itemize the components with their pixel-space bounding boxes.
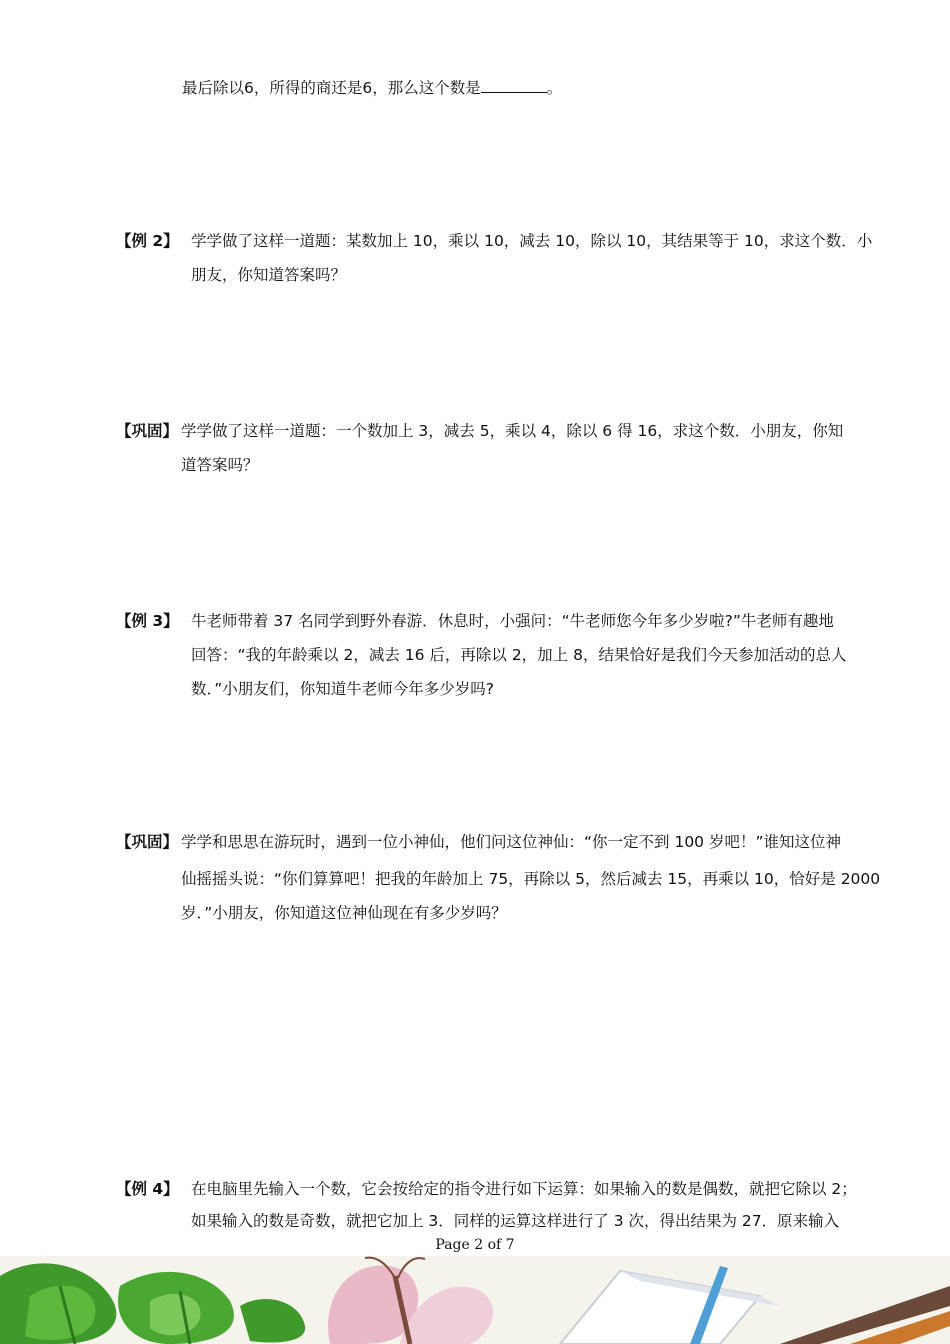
practice-1-line-2: 道答案吗？: [181, 456, 259, 474]
practice-2-line-1: 学学和思思在游玩时，遇到一位小神仙，他们问这位神仙：“你一定不到 100 岁吧！”谁知这位神: [181, 833, 842, 851]
page-number: Page 2 of 7: [435, 1237, 515, 1253]
example-2-line-2: 朋友，你知道答案吗？: [191, 266, 347, 284]
practice-2-line-2: 仙摇摇头说：“你们算算吧！把我的年龄加上 75，再除以 5，然后减去 15，再乘以 10，恰好是 2000: [181, 870, 881, 888]
example-2-line-1: 学学做了这样一道题：某数加上 10，乘以 10，减去 10，除以 10，其结果等于 10，求这个数．小: [191, 232, 873, 250]
example-4-line-1: 在电脑里先输入一个数，它会按给定的指令进行如下运算：如果输入的数是偶数，就把它除以 2；: [191, 1180, 857, 1198]
answer-blank: [481, 78, 547, 93]
example-3-line-1: 牛老师带着 37 名同学到野外春游．休息时，小强问：“牛老师您今年多少岁啦?”牛老师有趣地: [191, 612, 834, 630]
example-3-line-3: 数．”小朋友们，你知道牛老师今年多少岁吗?: [191, 680, 495, 698]
question-1-text: 最后除以6，所得的商还是6，那么这个数是 。: [182, 79, 563, 97]
example-4-tag: 【例 4】: [116, 1180, 179, 1198]
example-3-tag: 【例 3】: [116, 612, 179, 630]
practice-1-line-1: 学学做了这样一道题：一个数加上 3，减去 5，乘以 4，除以 6 得 16，求这个数．小朋友，你知: [181, 422, 844, 440]
decorative-banner: [0, 1256, 950, 1344]
practice-2-line-3: 岁．”小朋友，你知道这位神仙现在有多少岁吗？: [181, 904, 507, 922]
example-2-tag: 【例 2】: [116, 232, 179, 250]
example-3-line-2: 回答：“我的年龄乘以 2，减去 16 后，再除以 2，加上 8，结果恰好是我们今天参加活动的总人: [191, 646, 847, 664]
practice-1-tag: 【巩固】: [116, 422, 179, 440]
example-4-line-2: 如果输入的数是奇数，就把它加上 3．同样的运算这样进行了 3 次，得出结果为 27．原来输入: [191, 1212, 840, 1230]
practice-2-tag: 【巩固】: [116, 833, 179, 851]
